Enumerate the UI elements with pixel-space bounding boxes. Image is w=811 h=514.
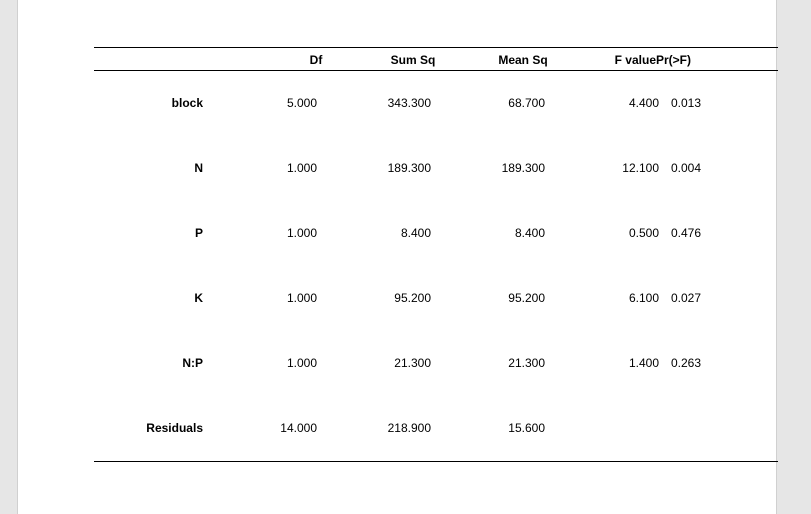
cell-p-value: 0.027 — [670, 291, 701, 305]
cell-f-value: 6.100 — [628, 291, 659, 305]
row-label: N:P — [182, 356, 203, 370]
cell-df: 1.000 — [286, 226, 317, 240]
document-page — [17, 0, 777, 514]
cell-sum-sq: 218.900 — [387, 421, 431, 435]
cell-mean-sq: 95.200 — [508, 291, 545, 305]
row-label: Residuals — [146, 421, 203, 435]
cell-mean-sq: 21.300 — [508, 356, 545, 370]
cell-mean-sq: 189.300 — [501, 161, 545, 175]
cell-mean-sq: 15.600 — [508, 421, 545, 435]
cell-p-value: 0.013 — [670, 96, 701, 110]
cell-sum-sq: 343.300 — [387, 96, 431, 110]
cell-f-value: 1.400 — [628, 356, 659, 370]
header-p-value: Pr(>F) — [656, 53, 692, 67]
cell-p-value: 0.476 — [670, 226, 701, 240]
header-sum-sq: Sum Sq — [390, 53, 436, 67]
table-top-rule — [94, 47, 778, 48]
header-mean-sq: Mean Sq — [498, 53, 548, 67]
cell-df: 5.000 — [286, 96, 317, 110]
cell-sum-sq: 21.300 — [394, 356, 431, 370]
cell-df: 1.000 — [286, 161, 317, 175]
cell-sum-sq: 95.200 — [394, 291, 431, 305]
header-df: Df — [309, 53, 323, 67]
table-bottom-rule — [94, 461, 778, 462]
table-header-rule — [94, 70, 778, 71]
cell-f-value: 12.100 — [622, 161, 659, 175]
cell-f-value: 4.400 — [628, 96, 659, 110]
cell-f-value: 0.500 — [628, 226, 659, 240]
cell-df: 1.000 — [286, 291, 317, 305]
row-label: N — [194, 161, 203, 175]
cell-p-value: 0.004 — [670, 161, 701, 175]
cell-df: 1.000 — [286, 356, 317, 370]
header-f-value: F value — [614, 53, 656, 67]
cell-mean-sq: 8.400 — [514, 226, 545, 240]
row-label: P — [194, 226, 203, 240]
cell-df: 14.000 — [280, 421, 317, 435]
row-label: K — [194, 291, 203, 305]
row-label: block — [171, 96, 203, 110]
cell-mean-sq: 68.700 — [508, 96, 545, 110]
cell-sum-sq: 189.300 — [387, 161, 431, 175]
cell-sum-sq: 8.400 — [400, 226, 431, 240]
cell-p-value: 0.263 — [670, 356, 701, 370]
